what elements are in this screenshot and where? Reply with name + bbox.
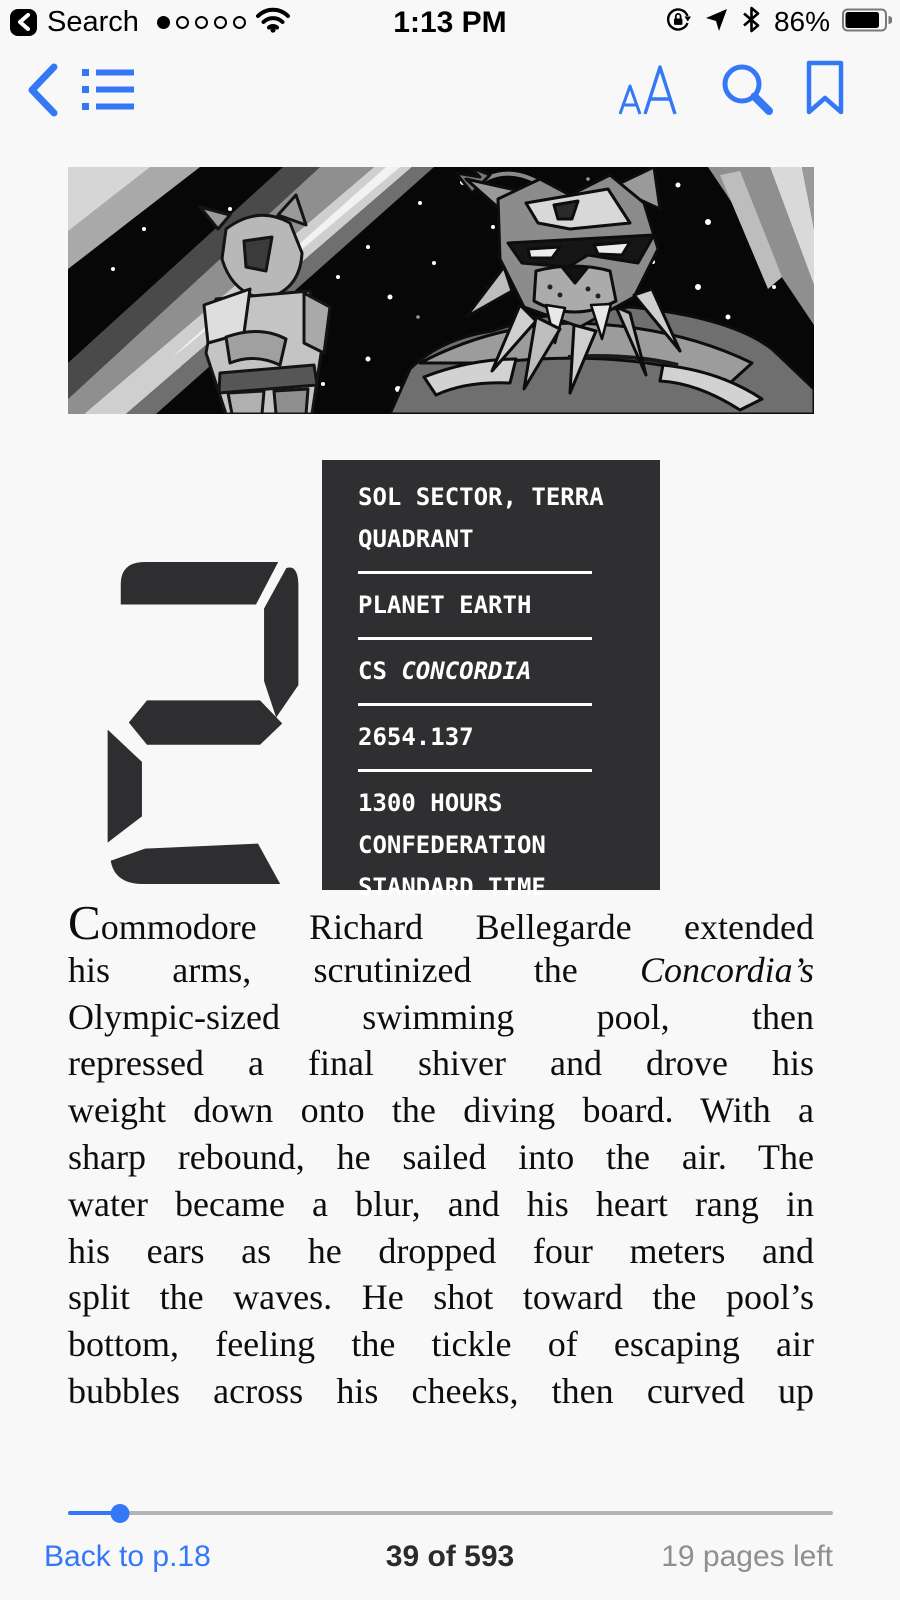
chapter-illustration xyxy=(68,167,814,414)
divider xyxy=(358,637,592,640)
text-line: sharp rebound, he sailed into the air. The xyxy=(68,1136,814,1177)
ship-name-italic: Concordia’s xyxy=(639,949,814,990)
page-text xyxy=(68,895,814,1415)
table-of-contents-button[interactable] xyxy=(82,68,134,117)
time-line1: 1300 HOURS xyxy=(358,789,503,817)
search-button[interactable] xyxy=(720,62,774,121)
battery-percent-label: 86% xyxy=(773,6,830,37)
pages-left-label: 19 pages left xyxy=(661,1540,833,1573)
divider xyxy=(358,703,592,706)
bluetooth-icon xyxy=(741,6,762,38)
text-line: split the waves. He shot toward the pool’s xyxy=(68,1277,814,1318)
back-to-page-link[interactable]: Back to p.18 xyxy=(44,1540,211,1573)
drop-cap: C xyxy=(68,895,101,950)
reader-toolbar xyxy=(0,52,900,122)
reading-progress-slider[interactable] xyxy=(68,1504,833,1522)
location-info-panel xyxy=(322,460,660,901)
text-line: bubbles across his cheeks, then curved up xyxy=(68,1370,814,1411)
sector-line1: SOL SECTOR, TERRA xyxy=(358,483,604,511)
slider-track[interactable] xyxy=(68,1511,833,1515)
text-line: Commodore Richard Bellegarde extended xyxy=(68,895,814,950)
text-line: repressed a final shiver and drove his xyxy=(68,1043,814,1084)
divider xyxy=(358,571,592,574)
sector-line2: QUADRANT xyxy=(358,525,474,553)
status-bar xyxy=(0,0,900,44)
time-line2: CONFEDERATION xyxy=(358,831,546,859)
chapter-number xyxy=(105,556,300,884)
planet-line: PLANET EARTH xyxy=(358,591,532,619)
text-line: bottom, feeling the tickle of escaping air xyxy=(68,1324,814,1365)
text-line: Olympic-sized swimming pool, then xyxy=(68,996,814,1037)
divider xyxy=(358,769,592,772)
location-services-icon xyxy=(704,7,729,37)
text-line: his arms, scrutinized the Concordia’s xyxy=(68,949,814,990)
status-time: 1:13 PM xyxy=(393,6,507,39)
footer xyxy=(0,1540,900,1584)
text-line: weight down onto the diving board. With a xyxy=(68,1090,814,1131)
text-line: his ears as he dropped four meters and xyxy=(68,1230,814,1271)
font-settings-button[interactable] xyxy=(618,64,678,121)
rotation-lock-icon xyxy=(664,6,692,39)
ship-line: CS CONCORDIA xyxy=(358,657,532,685)
back-to-app-label: Search xyxy=(47,5,139,38)
slider-thumb[interactable] xyxy=(111,1504,130,1523)
page-position-label: 39 of 593 xyxy=(385,1540,515,1573)
bookmark-button[interactable] xyxy=(806,60,844,121)
text-line: water became a blur, and his heart rang in xyxy=(68,1183,814,1224)
battery-icon xyxy=(842,8,892,37)
stardate-line: 2654.137 xyxy=(358,723,474,751)
back-button[interactable] xyxy=(26,62,60,123)
time-line3: STANDARD TIME xyxy=(358,873,546,901)
